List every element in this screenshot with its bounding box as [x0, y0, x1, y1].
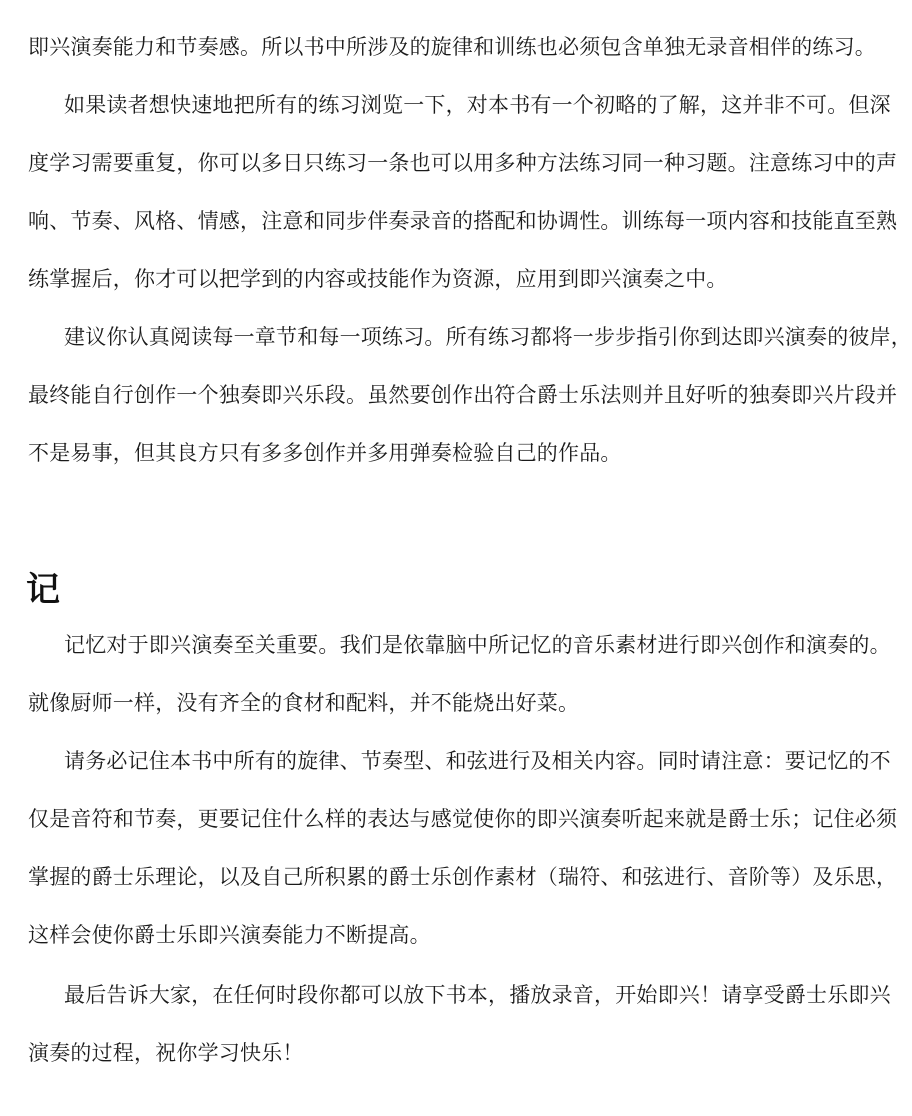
paragraph-line: 请务必记住本书中所有的旋律、节奏型、和弦进行及相关内容。同时请注意：要记忆的不 — [64, 749, 891, 773]
paragraph-line: 不是易事，但其良方只有多多创作并多用弹奏检验自己的作品。 — [28, 441, 622, 465]
paragraph-line: 最终能自行创作一个独奏即兴乐段。虽然要创作出符合爵士乐法则并且好听的独奏即兴片段并 — [28, 383, 898, 407]
paragraph-line: 响、节奏、风格、情感，注意和同步伴奏录音的搭配和协调性。训练每一项内容和技能直至熟 — [28, 209, 898, 233]
paragraph-line: 记忆对于即兴演奏至关重要。我们是依靠脑中所记忆的音乐素材进行即兴创作和演奏的。 — [64, 633, 891, 657]
paragraph-line: 仅是音符和节奏，更要记住什么样的表达与感觉使你的即兴演奏听起来就是爵士乐；记住必须 — [28, 807, 898, 831]
section-heading: 记 — [26, 570, 60, 610]
paragraph-line: 度学习需要重复，你可以多日只练习一条也可以用多种方法练习同一种习题。注意练习中的声 — [28, 151, 898, 175]
paragraph-line: 即兴演奏能力和节奏感。所以书中所涉及的旋律和训练也必须包含单独无录音相伴的练习。 — [28, 35, 876, 59]
paragraph-line: 演奏的过程，祝你学习快乐！ — [28, 1041, 304, 1065]
paragraph-line: 就像厨师一样，没有齐全的食材和配料，并不能烧出好菜。 — [28, 691, 580, 715]
paragraph-line: 这样会使你爵士乐即兴演奏能力不断提高。 — [28, 923, 431, 947]
paragraph-line: 最后告诉大家，在任何时段你都可以放下书本，播放录音，开始即兴！请享受爵士乐即兴 — [64, 983, 891, 1007]
paragraph-line: 练掌握后，你才可以把学到的内容或技能作为资源，应用到即兴演奏之中。 — [28, 267, 728, 291]
paragraph-line: 掌握的爵士乐理论，以及自己所积累的爵士乐创作素材（瑞符、和弦进行、音阶等）及乐思， — [28, 865, 898, 889]
paragraph-line: 如果读者想快速地把所有的练习浏览一下，对本书有一个初略的了解，这并非不可。但深 — [64, 93, 891, 117]
paragraph-line: 建议你认真阅读每一章节和每一项练习。所有练习都将一步步指引你到达即兴演奏的彼岸， — [64, 325, 912, 349]
